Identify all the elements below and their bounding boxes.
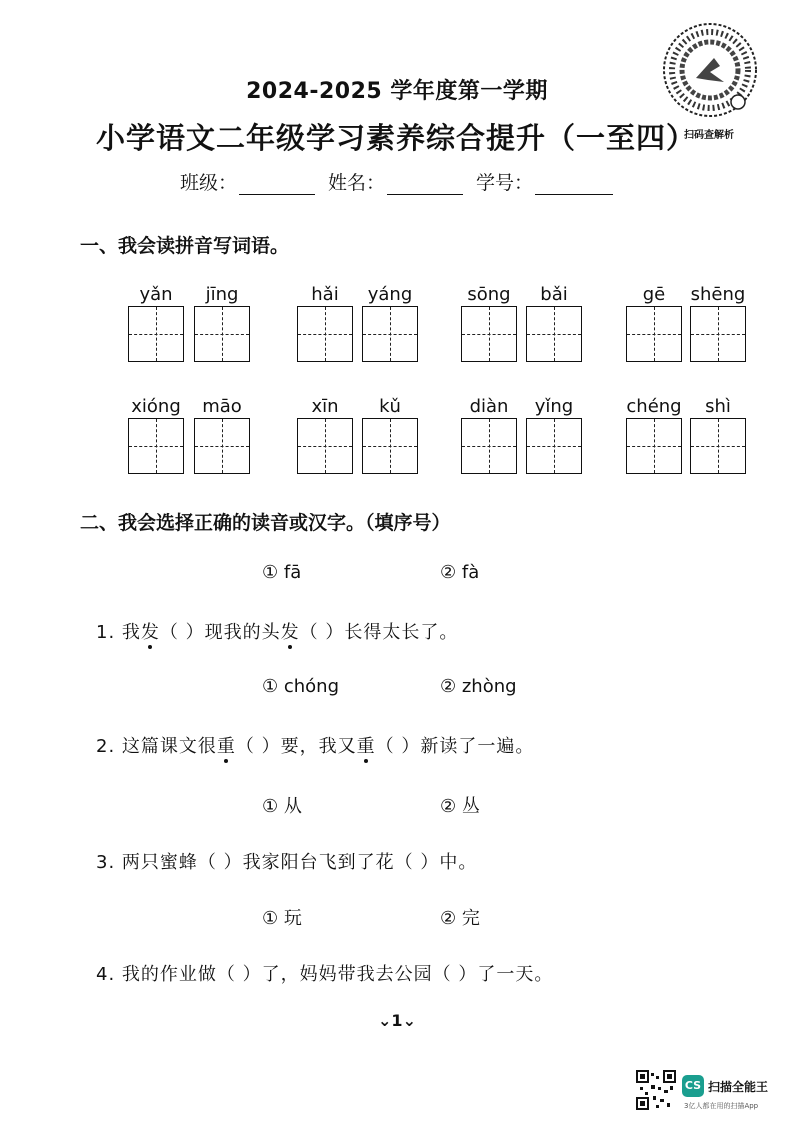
writing-box[interactable] [526,306,582,362]
footer-qr-icon [636,1070,676,1110]
name-label: 姓名： [328,172,386,194]
pinyin-label: shēng [690,284,746,305]
title-line1: 2024-2025 学年度第一学期 [246,79,548,104]
pinyin-label: yǎn [139,284,173,305]
option-1: ① fā [262,562,302,583]
option-2: ② fà [440,562,480,583]
page-number-left-mark: ⌄ [378,1011,392,1030]
page-number-right-mark: ⌄ [402,1011,416,1030]
emphasis-char: 重 [356,736,376,757]
qr-label: 扫码查解析 [684,130,734,141]
option-2: ② 丛 [440,796,480,817]
pinyin-label: xīn [311,396,339,417]
pinyin-label: sōng [467,284,511,305]
question-4: 4. 我的作业做（ ）了，妈妈带我去公园（ ）了一天。 [96,964,554,985]
pinyin-label: shì [705,396,731,417]
app-tagline: 3亿人都在用的扫描App [684,1102,759,1110]
writing-box[interactable] [194,306,250,362]
app-name: 扫描全能王 [708,1080,769,1094]
writing-box[interactable] [128,418,184,474]
pinyin-label: yáng [367,284,413,305]
camscanner-logo-icon: CS [682,1075,704,1097]
question-3: 3. 两只蜜蜂（ ）我家阳台飞到了花（ ）中。 [96,852,478,873]
pinyin-label: xióng [131,396,181,417]
pinyin-label: yǐng [534,396,574,417]
section2-heading: 二、我会选择正确的读音或汉字。（填序号） [80,512,451,534]
pinyin-label: bǎi [540,284,568,305]
emphasis-char: 发 [140,622,160,643]
emphasis-char: 重 [216,736,236,757]
writing-box[interactable] [626,418,682,474]
pinyin-label: kǔ [379,396,401,417]
writing-box[interactable] [128,306,184,362]
writing-box[interactable] [297,418,353,474]
page-title: 小学语文二年级学习素养综合提升（一至四） [96,121,697,155]
writing-box[interactable] [362,306,418,362]
number-label: 学号： [476,172,534,194]
footer-qr-code[interactable] [636,1070,676,1110]
option-1: ① 从 [262,796,302,817]
writing-box[interactable] [690,418,746,474]
writing-box[interactable] [461,306,517,362]
writing-box[interactable] [626,306,682,362]
writing-box[interactable] [526,418,582,474]
pinyin-label: māo [202,396,242,417]
page-number: ⌄1⌄ [378,1011,416,1030]
option-2: ② zhòng [440,676,517,697]
pinyin-label: diàn [469,396,509,417]
pinyin-label: gē [642,284,666,305]
option-1: ① 玩 [262,908,302,929]
option-2: ② 完 [440,908,480,929]
section1-heading: 一、我会读拼音写词语。 [80,235,290,257]
question-2: 2. 这篇课文很重（ ）要，我又重（ ）新读了一遍。 [96,736,535,757]
pinyin-grid [0,0,794,480]
option-1: ① chóng [262,676,340,697]
pinyin-label: jīng [205,284,239,305]
writing-box[interactable] [690,306,746,362]
writing-box[interactable] [362,418,418,474]
question-1: 1. 我发（ ）现我的头发（ ）长得太长了。 [96,622,459,643]
writing-box[interactable] [461,418,517,474]
pinyin-label: chéng [626,396,682,417]
pinyin-label: hǎi [311,284,339,305]
class-label: 班级： [180,172,238,194]
emphasis-char: 发 [280,622,300,643]
writing-box[interactable] [297,306,353,362]
writing-box[interactable] [194,418,250,474]
